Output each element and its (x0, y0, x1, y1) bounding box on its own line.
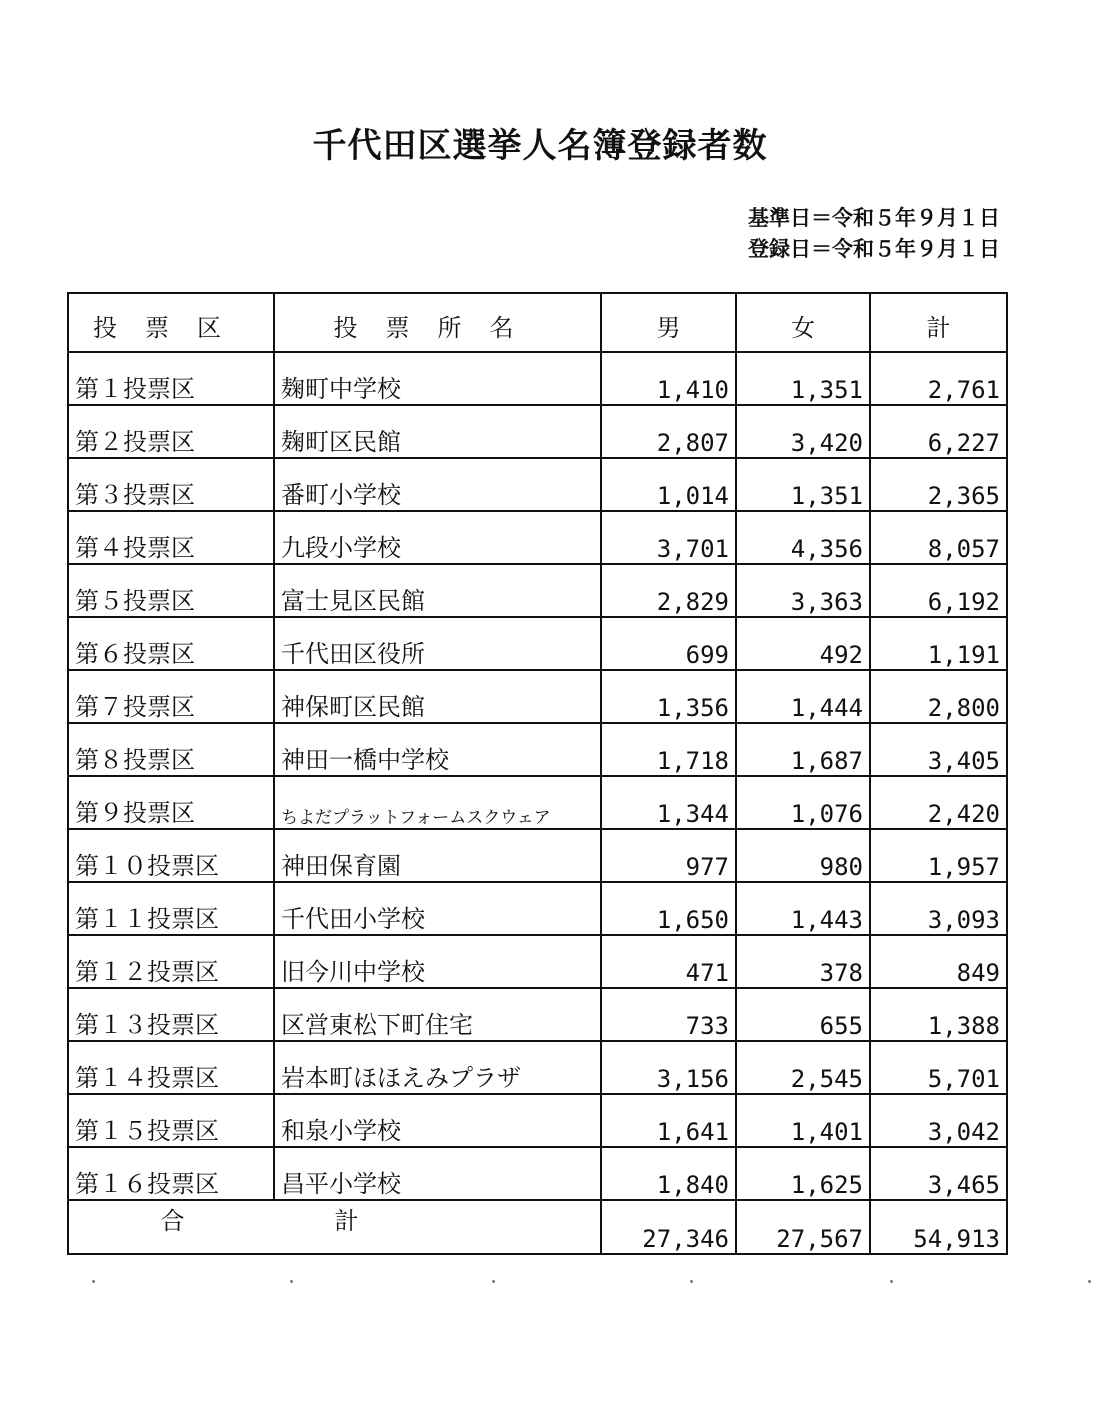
cell-male: 2,807 (601, 405, 736, 458)
header-district: 投票区 (68, 293, 274, 352)
scan-speck (92, 1280, 95, 1283)
cell-female: 980 (736, 829, 870, 882)
cell-female: 1,076 (736, 776, 870, 829)
cell-female: 655 (736, 988, 870, 1041)
scan-speck (492, 1280, 495, 1283)
cell-female: 1,443 (736, 882, 870, 935)
cell-male: 1,410 (601, 352, 736, 405)
cell-place: 区営東松下町住宅 (274, 988, 601, 1041)
cell-total: 5,701 (870, 1041, 1007, 1094)
cell-male: 471 (601, 935, 736, 988)
cell-total: 3,405 (870, 723, 1007, 776)
voter-registry-table (67, 292, 1008, 1255)
cell-place: 麹町区民館 (274, 405, 601, 458)
reference-date: 基準日＝令和５年９月１日 (748, 206, 1000, 230)
cell-female: 1,444 (736, 670, 870, 723)
cell-total: 2,800 (870, 670, 1007, 723)
cell-male: 1,718 (601, 723, 736, 776)
cell-district: 第６投票区 (68, 617, 274, 670)
cell-total: 3,465 (870, 1147, 1007, 1200)
header-male: 男 (601, 293, 736, 352)
cell-female: 492 (736, 617, 870, 670)
cell-total: 2,420 (870, 776, 1007, 829)
cell-male: 1,641 (601, 1094, 736, 1147)
table-row (68, 935, 1007, 988)
table-row (68, 1094, 1007, 1147)
cell-place: 九段小学校 (274, 511, 601, 564)
cell-female: 3,363 (736, 564, 870, 617)
table-row (68, 352, 1007, 405)
cell-district: 第１２投票区 (68, 935, 274, 988)
cell-district: 第１４投票区 (68, 1041, 274, 1094)
cell-place: 神保町区民館 (274, 670, 601, 723)
cell-total: 1,388 (870, 988, 1007, 1041)
cell-female: 1,351 (736, 352, 870, 405)
cell-place: 番町小学校 (274, 458, 601, 511)
cell-place: 神田一橋中学校 (274, 723, 601, 776)
cell-total: 1,191 (870, 617, 1007, 670)
cell-district: 第３投票区 (68, 458, 274, 511)
registration-date: 登録日＝令和５年９月１日 (748, 237, 1000, 261)
cell-district: 第１３投票区 (68, 988, 274, 1041)
cell-district: 第５投票区 (68, 564, 274, 617)
table-row (68, 988, 1007, 1041)
cell-place: ちよだプラットフォームスクウェア (274, 776, 601, 829)
cell-total: 849 (870, 935, 1007, 988)
table-row (68, 564, 1007, 617)
cell-male: 1,356 (601, 670, 736, 723)
cell-male: 1,840 (601, 1147, 736, 1200)
total-female: 27,567 (736, 1200, 870, 1254)
cell-place: 和泉小学校 (274, 1094, 601, 1147)
cell-female: 378 (736, 935, 870, 988)
cell-place: 岩本町ほほえみプラザ (274, 1041, 601, 1094)
cell-total: 8,057 (870, 511, 1007, 564)
table-row (68, 458, 1007, 511)
cell-male: 3,156 (601, 1041, 736, 1094)
cell-male: 1,344 (601, 776, 736, 829)
cell-district: 第１６投票区 (68, 1147, 274, 1200)
table-row (68, 723, 1007, 776)
cell-district: 第９投票区 (68, 776, 274, 829)
cell-female: 2,545 (736, 1041, 870, 1094)
cell-district: 第７投票区 (68, 670, 274, 723)
cell-place: 神田保育園 (274, 829, 601, 882)
cell-male: 699 (601, 617, 736, 670)
total-total: 54,913 (870, 1200, 1007, 1254)
scan-speck (690, 1280, 693, 1283)
page-title: 千代田区選挙人名簿登録者数 (312, 126, 768, 166)
table-row (68, 405, 1007, 458)
cell-district: 第８投票区 (68, 723, 274, 776)
cell-total: 3,093 (870, 882, 1007, 935)
cell-total: 6,192 (870, 564, 1007, 617)
cell-female: 1,401 (736, 1094, 870, 1147)
total-label: 合計 (68, 1200, 601, 1254)
cell-total: 6,227 (870, 405, 1007, 458)
table-row (68, 617, 1007, 670)
table-row (68, 776, 1007, 829)
cell-place: 麹町中学校 (274, 352, 601, 405)
cell-district: 第１５投票区 (68, 1094, 274, 1147)
cell-male: 1,014 (601, 458, 736, 511)
cell-place: 昌平小学校 (274, 1147, 601, 1200)
cell-male: 1,650 (601, 882, 736, 935)
cell-district: 第１１投票区 (68, 882, 274, 935)
table-row (68, 670, 1007, 723)
cell-place: 千代田区役所 (274, 617, 601, 670)
cell-place: 富士見区民館 (274, 564, 601, 617)
header-total: 計 (870, 293, 1007, 352)
cell-district: 第１投票区 (68, 352, 274, 405)
cell-place: 千代田小学校 (274, 882, 601, 935)
table-header-row (68, 293, 1007, 352)
cell-female: 1,625 (736, 1147, 870, 1200)
cell-district: 第１０投票区 (68, 829, 274, 882)
scan-speck (290, 1280, 293, 1283)
scan-speck (890, 1280, 893, 1283)
cell-male: 2,829 (601, 564, 736, 617)
cell-female: 3,420 (736, 405, 870, 458)
table-row (68, 1041, 1007, 1094)
table-row (68, 882, 1007, 935)
header-place: 投票所名 (274, 293, 601, 352)
cell-total: 1,957 (870, 829, 1007, 882)
cell-district: 第２投票区 (68, 405, 274, 458)
cell-female: 1,687 (736, 723, 870, 776)
table-row (68, 829, 1007, 882)
total-row (68, 1200, 1007, 1254)
cell-male: 977 (601, 829, 736, 882)
table-body (68, 352, 1007, 1254)
cell-female: 1,351 (736, 458, 870, 511)
table-row (68, 511, 1007, 564)
total-male: 27,346 (601, 1200, 736, 1254)
cell-male: 733 (601, 988, 736, 1041)
table-row (68, 1147, 1007, 1200)
cell-total: 3,042 (870, 1094, 1007, 1147)
cell-female: 4,356 (736, 511, 870, 564)
date-block (700, 203, 1000, 265)
cell-total: 2,365 (870, 458, 1007, 511)
cell-total: 2,761 (870, 352, 1007, 405)
scan-speck (1088, 1280, 1091, 1283)
cell-place: 旧今川中学校 (274, 935, 601, 988)
header-female: 女 (736, 293, 870, 352)
cell-district: 第４投票区 (68, 511, 274, 564)
cell-male: 3,701 (601, 511, 736, 564)
